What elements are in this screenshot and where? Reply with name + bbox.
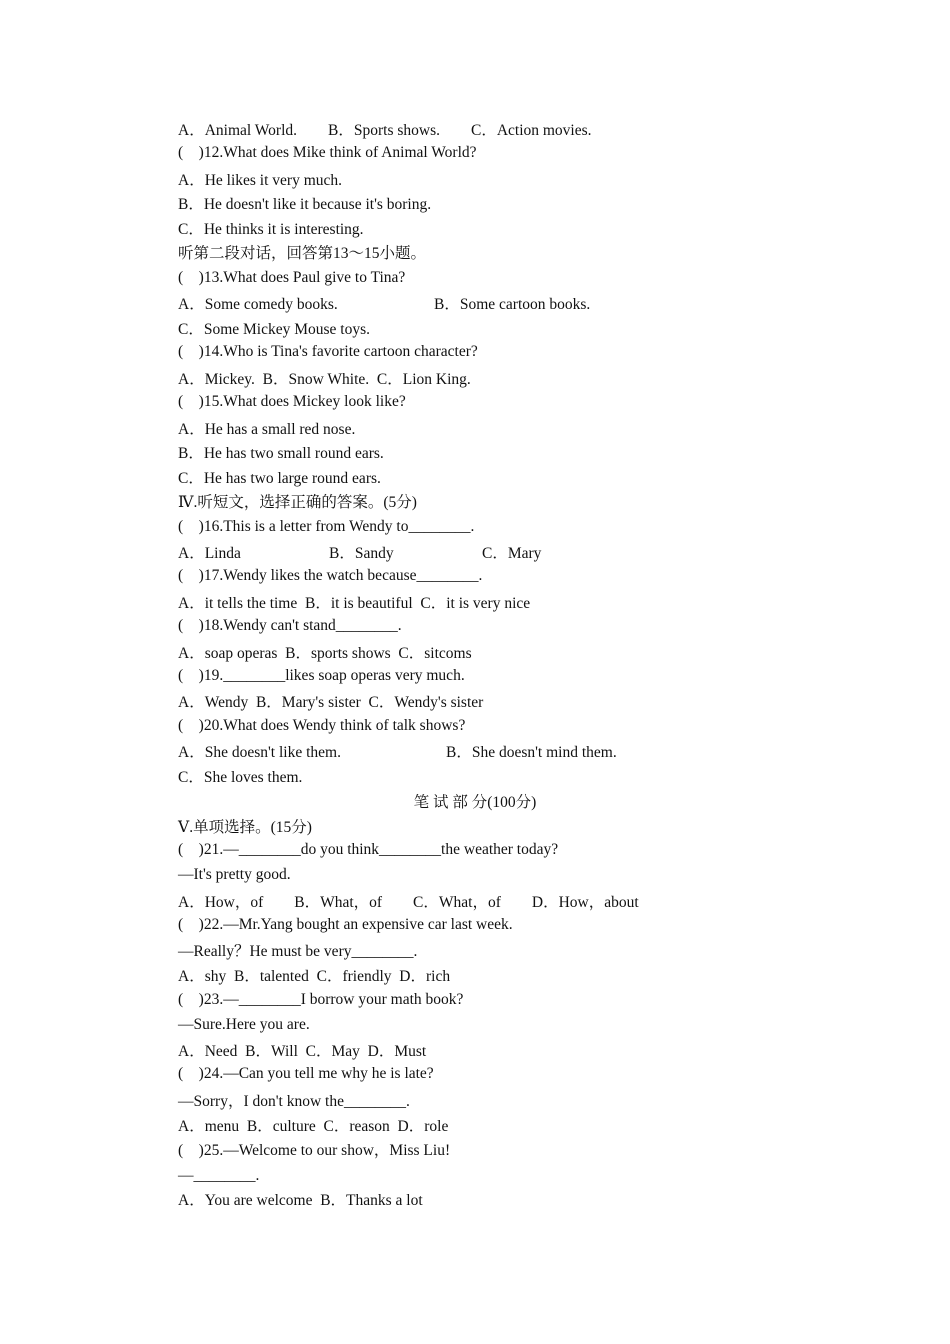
question-18: ( )18.Wendy can't stand________. bbox=[178, 617, 402, 634]
options-q22: A．shy B．talented C．friendly D．rich bbox=[178, 968, 451, 985]
question-13: ( )13.What does Paul give to Tina? bbox=[178, 269, 406, 286]
option-b: B．She doesn't mind them. bbox=[446, 744, 617, 761]
option-c: C．Some Mickey Mouse toys. bbox=[178, 321, 371, 338]
option-c: C．She loves them. bbox=[178, 769, 303, 786]
question-15: ( )15.What does Mickey look like? bbox=[178, 393, 406, 410]
question-16: ( )16.This is a letter from Wendy to________. bbox=[178, 518, 475, 535]
written-part-heading: 笔 试 部 分(100分) bbox=[413, 794, 537, 811]
options-q25: A．You are welcome B．Thanks a lot bbox=[178, 1192, 423, 1209]
option-a: A．She doesn't like them. bbox=[178, 744, 341, 761]
options-q11: A．Animal World. B．Sports shows. C．Action movies. bbox=[178, 122, 592, 139]
option-c: C．Mary bbox=[482, 545, 542, 562]
option-a: A．He likes it very much. bbox=[178, 172, 343, 189]
options-q14: A．Mickey. B．Snow White. C．Lion King. bbox=[178, 371, 471, 388]
question-21: ( )21.—________do you think________the weather today? bbox=[178, 841, 559, 858]
options-q17: A．it tells the time B．it is beautiful C．it is very nice bbox=[178, 595, 531, 612]
section-heading-4: Ⅳ.听短文，选择正确的答案。(5分) bbox=[178, 494, 417, 511]
option-a: A．Some comedy books. bbox=[178, 296, 338, 313]
question-17: ( )17.Wendy likes the watch because________. bbox=[178, 567, 483, 584]
question-25: ( )25.—Welcome to our show，Miss Liu! bbox=[178, 1142, 451, 1159]
option-b: B．He has two small round ears. bbox=[178, 445, 384, 462]
dialogue-reply: —________. bbox=[178, 1167, 260, 1184]
section-heading-5: Ⅴ.单项选择。(15分) bbox=[178, 819, 312, 836]
question-12: ( )12.What does Mike think of Animal World? bbox=[178, 144, 477, 161]
dialogue-reply: —Sorry，I don't know the________. bbox=[178, 1093, 410, 1110]
question-22: ( )22.—Mr.Yang bought an expensive car last week. bbox=[178, 916, 513, 933]
option-b: B．He doesn't like it because it's boring. bbox=[178, 196, 432, 213]
option-c: C．He has two large round ears. bbox=[178, 470, 381, 487]
options-q19: A．Wendy B．Mary's sister C．Wendy's sister bbox=[178, 694, 484, 711]
option-b: B．Some cartoon books. bbox=[434, 296, 591, 313]
question-23: ( )23.—________I borrow your math book? bbox=[178, 991, 464, 1008]
section-heading-dialogue-2: 听第二段对话，回答第13～15小题。 bbox=[178, 245, 427, 262]
option-c: C．He thinks it is interesting. bbox=[178, 221, 364, 238]
options-q23: A．Need B．Will C．May D．Must bbox=[178, 1043, 427, 1060]
dialogue-reply: —It's pretty good. bbox=[178, 866, 291, 883]
options-q18: A．soap operas B．sports shows C．sitcoms bbox=[178, 645, 472, 662]
option-b: B．Sandy bbox=[329, 545, 394, 562]
options-q21: A．How，of B．What，of C．What，of D．How，about bbox=[178, 894, 639, 911]
option-a: A．He has a small red nose. bbox=[178, 421, 356, 438]
option-a: A．Linda bbox=[178, 545, 241, 562]
dialogue-reply: —Really？He must be very________. bbox=[178, 943, 418, 960]
dialogue-reply: —Sure.Here you are. bbox=[178, 1016, 310, 1033]
question-19: ( )19.________likes soap operas very much. bbox=[178, 667, 465, 684]
question-24: ( )24.—Can you tell me why he is late? bbox=[178, 1065, 434, 1082]
question-14: ( )14.Who is Tina's favorite cartoon character? bbox=[178, 343, 478, 360]
question-20: ( )20.What does Wendy think of talk shows? bbox=[178, 717, 466, 734]
options-q24: A．menu B．culture C．reason D．role bbox=[178, 1118, 449, 1135]
